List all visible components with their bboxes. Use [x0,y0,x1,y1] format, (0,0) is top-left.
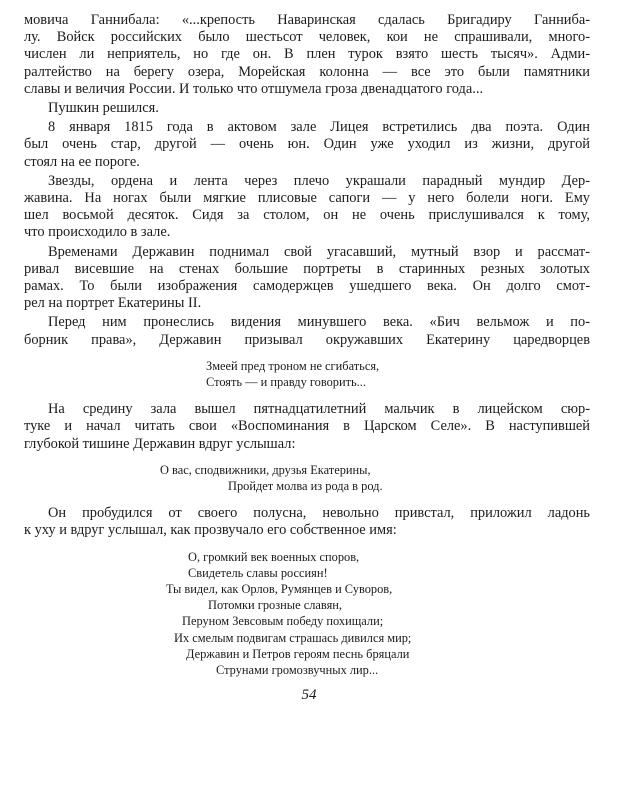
verse-line: Их смелым подвигам страшась дивился мир; [174,630,412,645]
page-number: 54 [301,687,317,704]
text-line: борник права», Державин призывал окружавших Екатерину царедворцев [24,331,590,348]
text-line: мовича Ганнибала: «...крепость Наваринская сдалась Бригадиру Ганниба- [24,12,590,28]
verse-line: Пройдет молва из рода в род. [228,479,383,493]
text-line: славы и величия России. И только что отшумела гроза двенадцатого года... [24,80,484,97]
text-line: Звезды, ордена и лента через плечо украшали парадный мундир Дер- [48,172,590,189]
verse-line: Державин и Петров героям песнь бряцали [186,646,410,661]
verse-line: О, громкий век военных споров, [188,549,360,564]
text-line: рел на портрет Екатерины II. [24,295,202,312]
text-line: был очень стар, другой — очень юн. Один уже уходил из жизни, другой [24,136,590,153]
text-line: что происходило в зале. [24,224,171,241]
text-line: стоял на ее пороге. [24,153,140,170]
text-line: На средину зала вышел пятнадцатилетний мальчик в лицейском сюр- [48,401,590,418]
text-line: 8 января 1815 года в актовом зале Лицея встретились два поэта. Один [48,119,590,136]
text-line: Пушкин решился. [48,100,159,116]
text-line: туке и начал читать свои «Воспоминания в Царском Селе». В наступившей [24,418,590,435]
verse-line: Перуном Зевсовым победу похищали; [182,614,384,629]
text-line: Перед ним пронеслись видения минувшего века. «Бич вельмож и по- [48,314,590,331]
text-line: шел восьмой десяток. Сидя за столом, он не очень прислушивался к тому, [24,207,590,224]
text-line: ралтейство на берегу озера, Морейская колонна — все это были памятники [24,63,590,80]
verse-line: Ты видел, как Орлов, Румянцев и Суворов, [166,582,393,596]
verse-line: О вас, сподвижники, друзья Екатерины, [160,462,371,477]
text-line: числен ли неприятель, но где он. В плен турок взято шесть тысяч». Адми- [24,46,590,63]
verse-line: Потомки грозные славян, [208,598,342,613]
text-line: ривал висевшие на стенах большие портреты в старинных резных золотых [24,260,590,277]
text-line: Он пробудился от своего полусна, невольно привстал, приложил ладонь [48,505,590,522]
text-line: рамах. То были изображения самодержцев ушедшего века. Он долго смот- [24,278,590,294]
text-line: к уху и вдруг услышал, как прозвучало его собственное имя: [24,522,397,539]
text-line: Временами Державин поднимал свой угасавший, мутный взор и рассмат- [48,243,590,260]
text-line: лу. Войск российских было шестьсот человек, кои не спрашивали, много- [24,29,590,46]
verse-line: Стоять — и правду говорить... [206,375,366,389]
verse-line: Змеей пред троном не сгибаться, [206,358,380,373]
text-line: глубокой тишине Державин вдруг услышал: [24,435,296,452]
verse-line: Свидетель славы россиян! [188,565,328,580]
text-line: жавина. На ногах были мягкие плисовые сапоги — у него болели ноги. Ему [24,190,590,206]
verse-line: Струнами громозвучных лир... [216,663,379,677]
